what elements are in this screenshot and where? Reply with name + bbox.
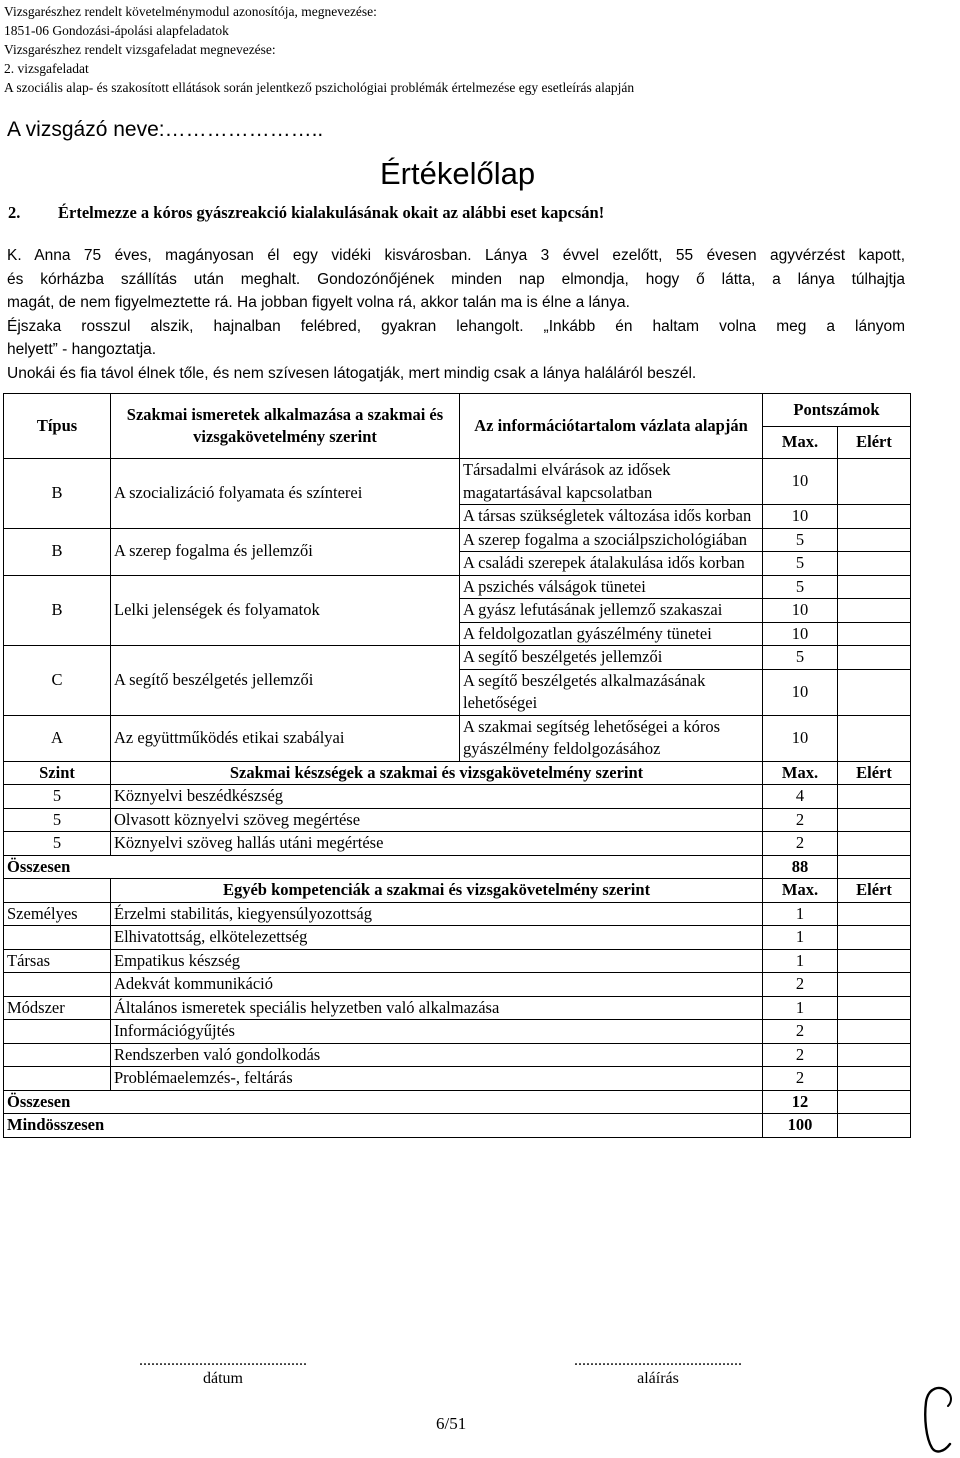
skills-level-header: Szint [4,761,111,785]
type-cell: B [4,528,111,575]
achieved-cell[interactable] [838,528,911,552]
case-line: és kórházba szállítás után meghalt. Gondozónőjének minden nap elmondja, hogy ő látta, a lánya túlhajtja [7,270,905,288]
col-header-points: Pontszámok [763,394,911,427]
outline-cell: A családi szerepek átalakulása idős korban [460,552,763,576]
max-cell: 10 [763,715,838,761]
max-cell: 10 [763,622,838,646]
competency-category [4,1067,111,1091]
task-heading [8,203,604,223]
other-title: Egyéb kompetenciák a szakmai és vizsgakövetelmény szerint [111,879,763,903]
table-row [4,528,911,552]
grand-total-row [4,1114,911,1138]
competency-category [4,973,111,997]
document-header [4,2,634,97]
type-cell: A [4,715,111,761]
skill-text: Olvasott köznyelvi szöveg megértése [111,808,763,832]
competency-row [4,1043,911,1067]
competency-max: 2 [763,1020,838,1044]
competency-category: Módszer [4,996,111,1020]
other-header-blank [4,879,111,903]
topic-cell: Lelki jelenségek és folyamatok [111,575,460,646]
max-cell: 5 [763,528,838,552]
competency-max: 1 [763,926,838,950]
skill-level: 5 [4,808,111,832]
achieved-cell[interactable] [838,1020,911,1044]
table-row [4,646,911,670]
other-header-row [4,879,911,903]
competency-text: Empatikus készség [111,949,763,973]
skill-row [4,785,911,809]
outline-cell: A segítő beszélgetés jellemzői [460,646,763,670]
skills-title: Szakmai készségek a szakmai és vizsgakövetelmény szerint [111,761,763,785]
subtotal-row [4,1090,911,1114]
competency-category [4,1020,111,1044]
outline-cell: A pszichés válságok tünetei [460,575,763,599]
achieved-cell[interactable] [838,949,911,973]
achieved-cell[interactable] [838,459,911,505]
table-row [4,715,911,761]
competency-max: 1 [763,996,838,1020]
competency-max: 2 [763,1043,838,1067]
achieved-cell[interactable] [838,855,911,879]
col-header-achieved: Elért [838,426,911,459]
max-cell: 5 [763,552,838,576]
topic-cell: A szocializáció folyamata és színterei [111,459,460,529]
case-description [7,244,905,385]
table-row [4,575,911,599]
competency-row [4,1067,911,1091]
achieved-cell[interactable] [838,785,911,809]
case-line: magát, de nem figyelmeztette rá. Ha jobban figyelt volna rá, akkor talán ma is élne a lánya. [7,294,630,311]
achieved-cell[interactable] [838,505,911,529]
date-signature-block [92,1352,354,1388]
achieved-cell[interactable] [838,622,911,646]
outline-cell: A szerep fogalma a szociálpszichológiában [460,528,763,552]
max-cell: 10 [763,599,838,623]
skill-max: 2 [763,808,838,832]
type-cell: B [4,575,111,646]
header-line: A szociális alap- és szakosított ellátások során jelentkező pszichológiai problémák értelmezése egy esetleírás alapján [4,80,635,95]
skill-level: 5 [4,785,111,809]
achieved-cell[interactable] [838,599,911,623]
page-title: Értékelőlap [380,156,536,191]
outline-cell: A gyász lefutásának jellemző szakaszai [460,599,763,623]
evaluation-table [3,393,911,1138]
competency-text: Általános ismeretek speciális helyzetben való alkalmazása [111,996,763,1020]
max-cell: 10 [763,505,838,529]
header-line: 2. vizsgafeladat [4,61,89,76]
competency-row [4,902,911,926]
achieved-cell[interactable] [838,926,911,950]
competency-row [4,1020,911,1044]
subtotal-value: 12 [763,1090,838,1114]
outline-cell: A feldolgozatlan gyászélmény tünetei [460,622,763,646]
skill-text: Köznyelvi szöveg hallás utáni megértése [111,832,763,856]
competency-text: Elhivatottság, elkötelezettség [111,926,763,950]
achieved-cell[interactable] [838,832,911,856]
competency-category [4,1043,111,1067]
header-line: Vizsgarészhez rendelt követelménymodul azonosítója, megnevezése: [4,4,377,19]
page-number: 6/51 [436,1414,467,1433]
subtotal-label: Összesen [4,855,763,879]
competency-row [4,996,911,1020]
col-header-knowledge: Szakmai ismeretek alkalmazása a szakmai és vizsgakövetelmény szerint [111,394,460,459]
achieved-cell[interactable] [838,902,911,926]
outline-cell: Társadalmi elvárások az idősek magatartásával kapcsolatban [460,459,763,505]
skill-text: Köznyelvi beszédkészség [111,785,763,809]
competency-text: Problémaelemzés-, feltárás [111,1067,763,1091]
max-cell: 10 [763,459,838,505]
achieved-cell[interactable] [838,715,911,761]
subtotal-value: 88 [763,855,838,879]
skills-header-row [4,761,911,785]
achieved-cell[interactable] [838,1043,911,1067]
case-line: K. Anna 75 éves, magányosan él egy vidéki kisvárosban. Lánya 3 évvel ezelőtt, 55 évesen agyvérzést kapott, [7,247,905,264]
subtotal-label: Összesen [4,1090,763,1114]
table-header-row [4,394,911,427]
outline-cell: A társas szükségletek változása idős korban [460,505,763,529]
examinee-name-label: A vizsgázó neve:………………….. [7,118,324,141]
grand-total-value: 100 [763,1114,838,1138]
competency-max: 2 [763,1067,838,1091]
achieved-cell[interactable] [838,669,911,715]
achieved-cell[interactable] [838,996,911,1020]
max-cell: 10 [763,669,838,715]
case-line: helyett” - hangoztatja. [7,341,157,358]
other-max-header: Max. [763,879,838,903]
max-cell: 5 [763,575,838,599]
achieved-cell[interactable] [838,646,911,670]
achieved-cell[interactable] [838,1090,911,1114]
col-header-type: Típus [4,394,111,459]
competency-max: 1 [763,949,838,973]
achieved-cell[interactable] [838,1067,911,1091]
task-number: 2. [8,203,21,222]
subtotal-row [4,855,911,879]
handwritten-mark-icon [918,1382,956,1456]
type-cell: C [4,646,111,716]
skill-max: 4 [763,785,838,809]
achieved-cell[interactable] [838,575,911,599]
competency-max: 1 [763,902,838,926]
skill-max: 2 [763,832,838,856]
competency-row [4,949,911,973]
competency-text: Rendszerben való gondolkodás [111,1043,763,1067]
max-cell: 5 [763,646,838,670]
competency-row [4,926,911,950]
signature-block [527,1352,789,1388]
case-line: Éjszaka rosszul alszik, hajnalban felébred, gyakran lehangolt. „Inkább én haltam volna meg a lányom [7,317,905,335]
skill-row [4,808,911,832]
achieved-cell[interactable] [838,808,911,832]
case-line: Unokái és fia távol élnek tőle, és nem szívesen látogatják, mert mindig csak a lánya haláláról beszél. [7,364,697,382]
outline-cell: A szakmai segítség lehetőségei a kóros gyászélmény feldolgozásához [460,715,763,761]
topic-cell: A szerep fogalma és jellemzői [111,528,460,575]
col-header-max: Max. [763,426,838,459]
achieved-cell[interactable] [838,1114,911,1138]
achieved-cell[interactable] [838,973,911,997]
other-achieved-header: Elért [838,879,911,903]
competency-category: Társas [4,949,111,973]
signature-label: aláírás [637,1370,679,1387]
col-header-outline: Az információtartalom vázlata alapján [460,394,763,459]
date-label: dátum [203,1370,243,1387]
competency-text: Érzelmi stabilitás, kiegyensúlyozottság [111,902,763,926]
skill-row [4,832,911,856]
competency-row [4,973,911,997]
achieved-cell[interactable] [838,552,911,576]
skills-achieved-header: Elért [838,761,911,785]
grand-total-label: Mindösszesen [4,1114,763,1138]
topic-cell: A segítő beszélgetés jellemzői [111,646,460,716]
skill-level: 5 [4,832,111,856]
signature-line: .......................................... [574,1352,742,1369]
competency-text: Információgyűjtés [111,1020,763,1044]
type-cell: B [4,459,111,529]
competency-category [4,926,111,950]
competency-max: 2 [763,973,838,997]
competency-text: Adekvát kommunikáció [111,973,763,997]
outline-cell: A segítő beszélgetés alkalmazásának lehetőségei [460,669,763,715]
competency-category: Személyes [4,902,111,926]
header-line: 1851-06 Gondozási-ápolási alapfeladatok [4,23,229,38]
task-text: Értelmezze a kóros gyászreakció kialakulásának okait az alábbi eset kapcsán! [58,203,605,222]
date-line: .......................................... [139,1352,307,1369]
topic-cell: Az együttműködés etikai szabályai [111,715,460,761]
skills-max-header: Max. [763,761,838,785]
header-line: Vizsgarészhez rendelt vizsgafeladat megnevezése: [4,42,276,57]
